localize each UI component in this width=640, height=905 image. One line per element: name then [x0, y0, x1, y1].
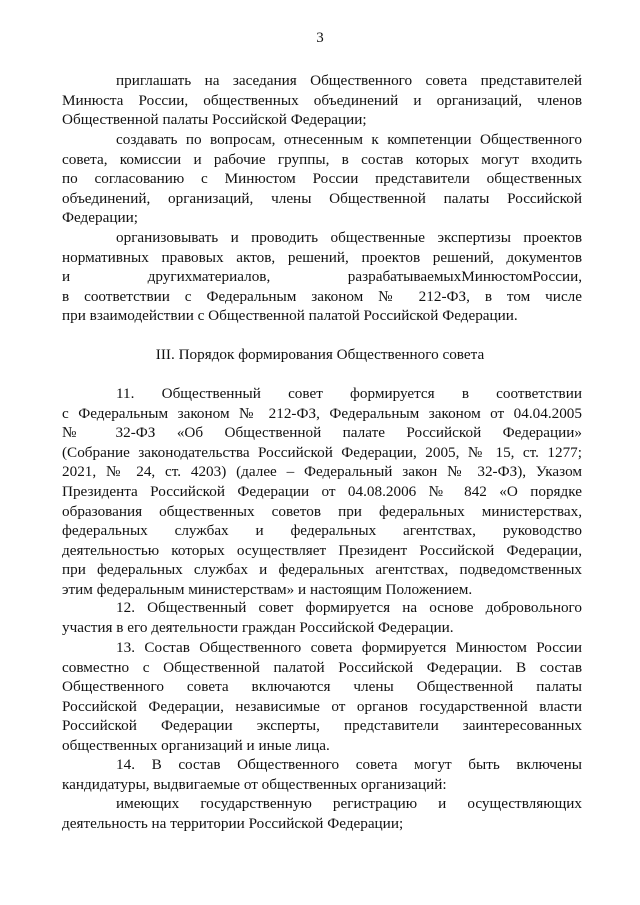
paragraph-line: 12. Общественный совет формируется на основе добровольного: [116, 599, 582, 616]
paragraph-line: в соответствии с Федеральным законом № 212-ФЗ, в том числе: [62, 287, 582, 305]
paragraph-line: 2021, № 24, ст. 4203) (далее – Федеральный закон № 32-ФЗ), Указом: [62, 463, 582, 481]
paragraph-line: 11. Общественный совет формируется в соответствии: [116, 385, 582, 402]
paragraph-line: организовывать и проводить общественные экспертизы проектов: [116, 229, 582, 246]
paragraph-line: общественных организаций и иные лица.: [62, 737, 330, 754]
paragraph-line: федеральных службах и федеральных агентствах, руководство: [62, 522, 582, 540]
paragraph-line: создавать по вопросам, отнесенным к компетенции Общественного: [116, 131, 582, 148]
paragraph-line: деятельностью которых осуществляет Президент Российской Федерации,: [62, 541, 582, 559]
paragraph-line: этим федеральным министерствам» и настоящим Положением.: [62, 581, 473, 598]
paragraph-line: Российской Федерации эксперты, представители заинтересованных: [62, 717, 582, 735]
paragraph-line: и другихматериалов, разрабатываемыхМинюстомРоссии,: [62, 268, 582, 286]
paragraph-line: по согласованию с Минюстом России представители общественных: [62, 170, 582, 188]
paragraph-line: Российской Федерации, независимые от органов государственной власти: [62, 697, 582, 715]
paragraph-line: Минюста России, общественных объединений и организаций, членов: [62, 91, 582, 109]
paragraph-line: участия в его деятельности граждан Российской Федерации.: [62, 618, 454, 636]
paragraph-line: образования общественных советов при федеральных министерствах,: [62, 502, 582, 520]
paragraph-line: совета, комиссии и рабочие группы, в состав которых могут входить: [62, 150, 582, 168]
paragraph-line: с Федеральным законом № 212-ФЗ, Федеральным законом от 04.04.2005: [62, 404, 582, 422]
paragraph-line: Федерации;: [62, 209, 138, 227]
section-heading: III. Порядок формирования Общественного совета: [155, 346, 485, 363]
paragraph-line: деятельность на территории Российской Федерации;: [62, 814, 404, 832]
paragraph-line: объединений, организаций, члены Общественной палаты Российской: [62, 189, 582, 207]
paragraph-line: (Собрание законодательства Российской Федерации, 2005, № 15, ст. 1277;: [62, 443, 582, 461]
paragraph-line: Президента Российской Федерации от 04.08.2006 № 842 «О порядке: [62, 483, 582, 500]
paragraph-line: 14. В состав Общественного совета могут быть включены: [116, 756, 582, 773]
paragraph-line: при взаимодействии с Общественной палатой Российской Федерации.: [62, 307, 518, 325]
paragraph-line: № 32-ФЗ «Об Общественной палате Российской Федерации»: [62, 424, 582, 442]
paragraph-line: приглашать на заседания Общественного совета представителей: [116, 72, 582, 89]
paragraph-line: при федеральных службах и федеральных агентствах, подведомственных: [62, 561, 582, 579]
paragraph-line: 13. Состав Общественного совета формируется Минюстом России: [116, 639, 582, 656]
paragraph-line: совместно с Общественной палатой Российской Федерации. В состав: [62, 658, 582, 676]
paragraph-line: Общественного совета включаются члены Общественной палаты: [62, 678, 582, 696]
paragraph-line: имеющих государственную регистрацию и осуществляющих: [116, 795, 582, 812]
paragraph-line: нормативных правовых актов, решений, проектов решений, документов: [62, 248, 582, 266]
paragraph-line: Общественной палаты Российской Федерации;: [62, 111, 367, 129]
page-number: 3: [316, 30, 324, 46]
paragraph-line: кандидатуры, выдвигаемые от общественных организаций:: [62, 775, 447, 793]
